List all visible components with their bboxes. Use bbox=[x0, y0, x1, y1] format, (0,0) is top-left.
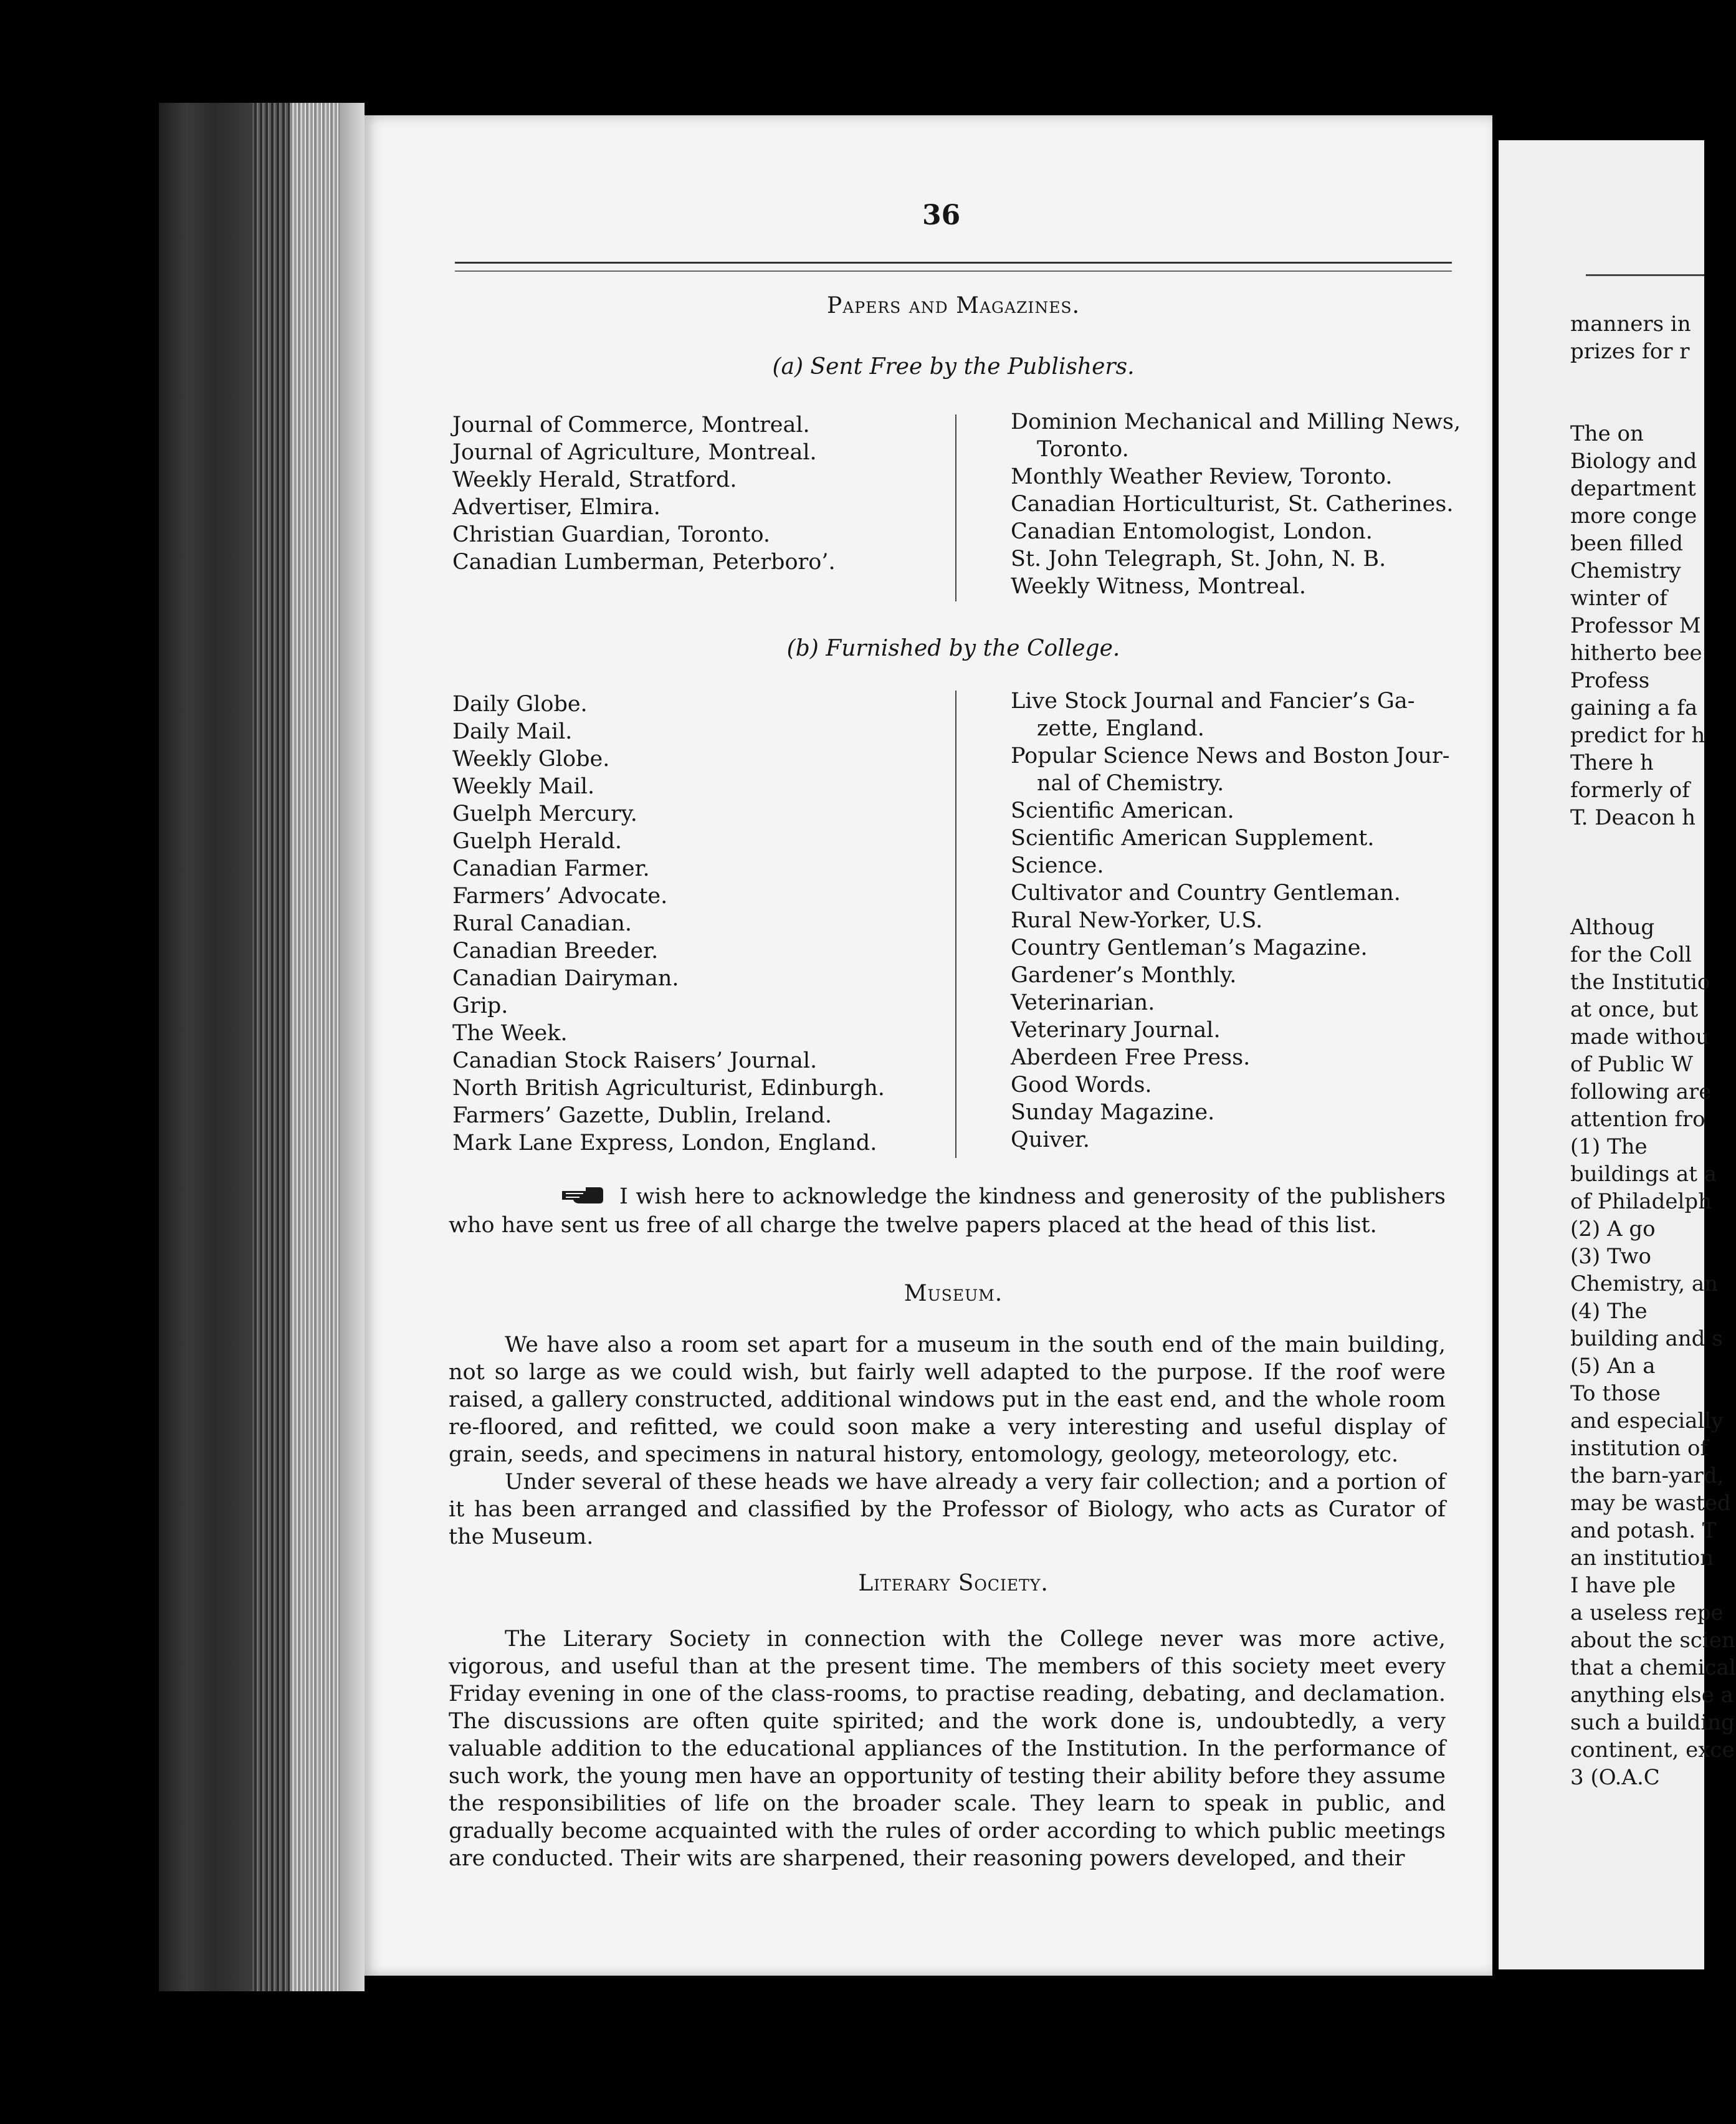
text-line: the barn-yard, bbox=[1570, 1463, 1724, 1488]
sent-free-left-column bbox=[452, 411, 938, 576]
text-line: such a building bbox=[1570, 1710, 1735, 1735]
literary-society-heading: Literary Society. bbox=[858, 1571, 1049, 1596]
literary-paragraph: The Literary Society in connection with the College never was more active, vigorous, and useful than at the present time. The members of this society meet every Friday evening in one of the class-rooms, to practise reading, debating, and declamation. The discussions are often quite spirited; and the work done is, undoubtedly, a very valuable addition to the educational appliances of the Institution. In the performance of such work, the young men have an opportunity of testing their ability before they assume the responsibilities of life on the broader scale. They learn to speak in public, and gradually become acquainted with the rules of order according to which public meetings are conducted. Their wits are sharpened, their reasoning powers developed, and their bbox=[449, 1627, 1446, 1871]
text-line: may be wasted bbox=[1570, 1491, 1731, 1516]
text-line: 3 (O.A.C bbox=[1570, 1765, 1660, 1790]
pointing-hand-icon bbox=[505, 1184, 604, 1212]
list-item: Guelph Mercury. bbox=[452, 801, 637, 826]
acknowledgement-paragraph bbox=[449, 1183, 1446, 1239]
sent-free-heading: (a) Sent Free by the Publishers. bbox=[772, 354, 1135, 380]
text-line: attention fro bbox=[1570, 1107, 1705, 1132]
text-line: I have ple bbox=[1570, 1573, 1676, 1598]
museum-heading: Museum. bbox=[904, 1281, 1003, 1306]
text-line: hitherto bee bbox=[1570, 641, 1702, 666]
list-item: Rural Canadian. bbox=[452, 911, 632, 936]
text-line: department bbox=[1570, 476, 1696, 501]
literary-section bbox=[449, 1625, 1446, 1872]
list-item: zette, England. bbox=[1037, 716, 1204, 741]
text-line: for the Coll bbox=[1570, 942, 1692, 967]
page-number: 36 bbox=[922, 199, 961, 231]
text-line: anything else a bbox=[1570, 1683, 1734, 1708]
text-line: that a chemical bbox=[1570, 1655, 1736, 1680]
list-item: St. John Telegraph, St. John, N. B. bbox=[1011, 547, 1386, 572]
list-item: Gardener’s Monthly. bbox=[1011, 963, 1237, 988]
museum-section bbox=[449, 1331, 1446, 1551]
list-item: Veterinarian. bbox=[1011, 990, 1155, 1015]
list-item: Canadian Horticulturist, St. Catherines. bbox=[1011, 492, 1454, 517]
sent-free-right-column bbox=[1011, 408, 1459, 600]
list-item: Canadian Stock Raisers’ Journal. bbox=[452, 1048, 818, 1073]
text-line: prizes for r bbox=[1570, 339, 1690, 364]
header-rule bbox=[455, 262, 1452, 264]
furnished-heading: (b) Furnished by the College. bbox=[786, 636, 1120, 661]
furnished-left-column bbox=[452, 691, 938, 1157]
text-line: Althoug bbox=[1570, 915, 1655, 940]
text-line: an institution bbox=[1570, 1546, 1714, 1571]
text-line bbox=[1570, 859, 1714, 886]
list-item: Popular Science News and Boston Jour- bbox=[1011, 744, 1450, 768]
text-line: (5) An a bbox=[1570, 1354, 1656, 1379]
list-item: Good Words. bbox=[1011, 1073, 1152, 1098]
text-line: buildings at a bbox=[1570, 1162, 1717, 1187]
list-item: Veterinary Journal. bbox=[1011, 1018, 1221, 1043]
list-item: Daily Globe. bbox=[452, 692, 588, 717]
list-item: Grip. bbox=[452, 993, 508, 1018]
text-line: and potash. T bbox=[1570, 1518, 1717, 1543]
text-line: gaining a fa bbox=[1570, 696, 1698, 720]
list-item: Journal of Agriculture, Montreal. bbox=[452, 440, 817, 465]
list-item: Mark Lane Express, London, England. bbox=[452, 1131, 877, 1155]
text-line: Profess bbox=[1570, 668, 1650, 693]
list-item: Weekly Herald, Stratford. bbox=[452, 467, 737, 492]
list-item: Cultivator and Country Gentleman. bbox=[1011, 881, 1401, 906]
list-item: Live Stock Journal and Fancier’s Ga- bbox=[1011, 689, 1415, 714]
text-line: Biology and bbox=[1570, 449, 1697, 474]
text-line: at once, but bbox=[1570, 997, 1699, 1022]
list-item: Farmers’ Advocate. bbox=[452, 884, 668, 909]
museum-paragraph-2: Under several of these heads we have already a very fair collection; and a portion of it has been arranged and classified by the Professor of Biology, who acts as Curator of the Museum. bbox=[449, 1470, 1446, 1549]
book-spine-pages bbox=[252, 103, 290, 1991]
text-line: (2) A go bbox=[1570, 1217, 1656, 1241]
page-gutter bbox=[340, 103, 365, 1991]
list-item: Canadian Entomologist, London. bbox=[1011, 519, 1373, 544]
list-item: Guelph Herald. bbox=[452, 829, 622, 854]
list-item: Aberdeen Free Press. bbox=[1011, 1045, 1251, 1070]
list-item: Canadian Dairyman. bbox=[452, 966, 679, 991]
text-line: and especially bbox=[1570, 1409, 1724, 1433]
list-item: Science. bbox=[1011, 853, 1104, 878]
list-item: The Week. bbox=[452, 1021, 568, 1046]
list-item: Quiver. bbox=[1011, 1127, 1090, 1152]
text-line: institution of bbox=[1570, 1436, 1709, 1461]
text-line: The on bbox=[1570, 421, 1644, 446]
text-line bbox=[1570, 886, 1714, 914]
text-line: a useless repe bbox=[1570, 1600, 1724, 1625]
text-line bbox=[1570, 831, 1714, 859]
list-item: Weekly Globe. bbox=[452, 747, 610, 772]
book-cover-edge bbox=[159, 103, 252, 1991]
list-item: Christian Guardian, Toronto. bbox=[452, 522, 771, 547]
museum-paragraph-1: We have also a room set apart for a museum in the south end of the main building, not so large as we could wish, but fairly well adapted to the purpose. If the roof were raised, a gallery constructed, additional windows put in the east end, and the whole room re-floored, and refitted, we could soon make a very interesting and useful display of grain, seeds, and specimens in natural history, entomology, geology, meteorology, etc. bbox=[449, 1332, 1446, 1467]
list-item: Advertiser, Elmira. bbox=[452, 495, 661, 520]
text-line: (1) The bbox=[1570, 1134, 1648, 1159]
list-item: Weekly Mail. bbox=[452, 774, 595, 799]
text-line: more conge bbox=[1570, 504, 1697, 529]
acknowledgement-text: I wish here to acknowledge the kindness and generosity of the publishers who have sent us free of all charge the twelve papers placed at the head of this list. bbox=[449, 1184, 1446, 1238]
right-page-text bbox=[1570, 310, 1736, 1791]
list-item: Farmers’ Gazette, Dublin, Ireland. bbox=[452, 1103, 832, 1128]
list-item: Dominion Mechanical and Milling News, bbox=[1011, 409, 1461, 434]
text-line: To those bbox=[1570, 1381, 1661, 1406]
text-line bbox=[1570, 365, 1714, 393]
list-item: Monthly Weather Review, Toronto. bbox=[1011, 464, 1393, 489]
text-line: Professor M bbox=[1570, 613, 1701, 638]
text-line: about the scien bbox=[1570, 1628, 1735, 1653]
text-line: (4) The bbox=[1570, 1299, 1648, 1324]
list-item: Sunday Magazine. bbox=[1011, 1100, 1215, 1125]
text-line: of Philadelph bbox=[1570, 1189, 1712, 1214]
column-divider bbox=[955, 691, 956, 1158]
list-item: Weekly Witness, Montreal. bbox=[1011, 574, 1307, 599]
list-item: Canadian Farmer. bbox=[452, 856, 650, 881]
text-line: (3) Two bbox=[1570, 1244, 1652, 1269]
text-line: manners in bbox=[1570, 312, 1691, 337]
text-line: following are bbox=[1570, 1079, 1712, 1104]
list-item: Canadian Lumberman, Peterboro’. bbox=[452, 550, 836, 575]
header-rule-thin bbox=[455, 270, 1452, 272]
list-item: Rural New-Yorker, U.S. bbox=[1011, 908, 1263, 933]
list-item: Daily Mail. bbox=[452, 719, 573, 744]
text-line: building and s bbox=[1570, 1326, 1723, 1351]
text-line: made withou bbox=[1570, 1025, 1710, 1050]
list-item: Scientific American Supplement. bbox=[1011, 826, 1375, 851]
page-edges bbox=[290, 103, 340, 1991]
text-line: been filled bbox=[1570, 531, 1684, 556]
furnished-right-column bbox=[1011, 687, 1459, 1154]
text-line bbox=[1570, 393, 1714, 420]
text-line: Chemistry bbox=[1570, 558, 1681, 583]
list-item: North British Agriculturist, Edinburgh. bbox=[452, 1076, 885, 1101]
list-item: Country Gentleman’s Magazine. bbox=[1011, 935, 1368, 960]
text-line: There h bbox=[1570, 750, 1654, 775]
text-line: of Public W bbox=[1570, 1052, 1693, 1077]
text-line: continent, exce bbox=[1570, 1738, 1735, 1763]
list-item: nal of Chemistry. bbox=[1037, 771, 1224, 796]
text-line: the Institutio bbox=[1570, 970, 1710, 995]
text-line: formerly of bbox=[1570, 778, 1690, 803]
column-divider bbox=[955, 414, 956, 601]
right-page-header-rule bbox=[1586, 274, 1704, 276]
text-line: Chemistry, an bbox=[1570, 1271, 1718, 1296]
list-item: Journal of Commerce, Montreal. bbox=[452, 413, 810, 438]
list-item: Scientific American. bbox=[1011, 798, 1234, 823]
papers-heading: Papers and Magazines. bbox=[826, 293, 1080, 318]
text-line: predict for h bbox=[1570, 723, 1705, 748]
list-item: Canadian Breeder. bbox=[452, 939, 659, 964]
text-line: winter of bbox=[1570, 586, 1667, 611]
list-item: Toronto. bbox=[1037, 437, 1129, 462]
text-line: T. Deacon h bbox=[1570, 805, 1696, 830]
